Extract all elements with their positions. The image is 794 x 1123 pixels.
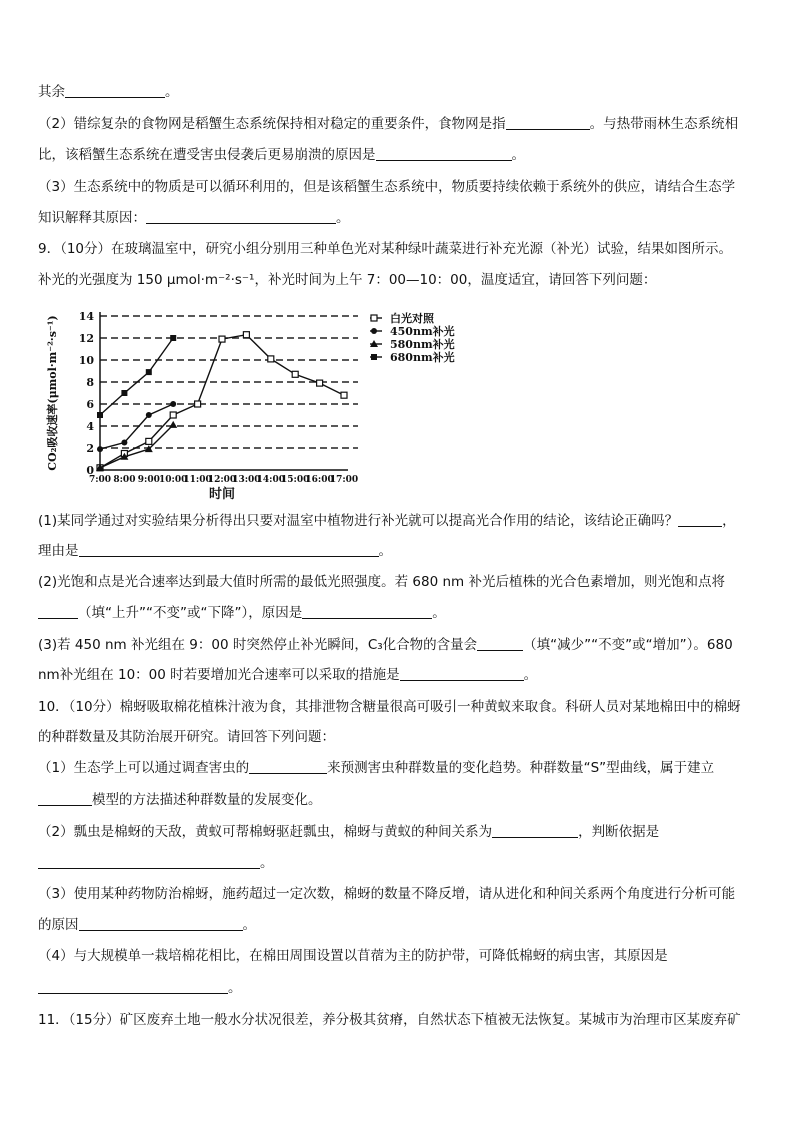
question-10-4	[38, 946, 756, 966]
x-tick-label: 12:00	[207, 475, 237, 485]
text: (1)某同学通过对实验结果分析得出只要对温室中植物进行补光就可以提高光合作用的结论，该结论正确吗？	[38, 513, 679, 529]
question-9-2b	[38, 603, 756, 623]
y-tick-label: 0	[86, 464, 94, 477]
text: nm补光组在 10：00 时若要增加光合速率可以采取的措施是	[38, 667, 400, 683]
text: （3）生态系统中的物质是可以循环利用的，但是该稻蟹生态系统中，物质要持续依赖于系统外的供应，请结合生态学	[38, 179, 736, 195]
data-point-open-square	[341, 392, 347, 398]
data-point-open-square	[195, 401, 201, 407]
question-10-2	[38, 822, 756, 842]
question-9-2	[38, 572, 756, 592]
co2-uptake-line-chart	[38, 300, 498, 500]
text: 。	[165, 84, 179, 100]
legend-label: 680nm补光	[390, 351, 455, 364]
text-line-q8-3	[38, 177, 756, 197]
answer-blank[interactable]	[249, 759, 327, 774]
data-point-filled-square	[170, 335, 176, 341]
x-tick-label: 15:00	[281, 475, 310, 485]
data-point-open-square	[292, 371, 298, 377]
text: 知识解释其原因：	[38, 210, 146, 226]
text: （2）错综复杂的食物网是稻蟹生态系统保持相对稳定的重要条件，食物网是指	[38, 116, 506, 132]
question-9-3	[38, 635, 756, 655]
answer-blank[interactable]	[38, 791, 92, 806]
data-point-circle	[121, 440, 127, 446]
text: 10．（10分）棉蚜吸取棉花植株汁液为食，其排泄物含糖量很高可吸引一种黄蚁来取食。科研人员对某地棉田中的棉蚜	[38, 699, 741, 715]
data-point-open-square	[219, 336, 225, 342]
answer-blank[interactable]	[79, 542, 379, 557]
question-10-stem	[38, 697, 756, 717]
data-point-open-square	[243, 332, 249, 338]
text-line-q8-2	[38, 114, 756, 134]
legend-entry	[370, 337, 455, 351]
text: ，	[722, 513, 736, 529]
y-tick-label: 12	[78, 332, 94, 345]
data-point-open-square	[268, 356, 274, 362]
text: (3)若 450 nm 补光组在 9：00 时突然停止补光瞬间，C₃化合物的含量会	[38, 637, 478, 653]
answer-blank[interactable]	[38, 604, 78, 619]
text: 补光的光强度为 150 μmol·m⁻²·s⁻¹，补光时间为上午 7：00—10：00，温度适宜，请回答下列问题：	[38, 272, 657, 288]
text: 。	[523, 667, 538, 683]
text: 。	[260, 855, 274, 871]
text: （1）生态学上可以通过调查害虫的	[38, 760, 250, 776]
text: 。	[228, 980, 242, 996]
text: （填“减少”“不变”或“增加”）。680	[523, 637, 733, 653]
question-9-stem-2	[38, 270, 756, 290]
y-tick-label: 8	[86, 376, 94, 389]
text: 9．（10分）在玻璃温室中，研究小组分别用三种单色光对某种绿叶蔬菜进行补充光源（补光）试验，结果如图所示。	[38, 241, 733, 257]
y-tick-label: 14	[78, 310, 94, 323]
answer-blank[interactable]	[477, 636, 523, 651]
legend-label: 白光对照	[390, 312, 434, 325]
answer-blank[interactable]	[38, 854, 260, 869]
data-point-circle	[170, 401, 176, 407]
text: 。	[242, 917, 256, 933]
text: 。	[432, 605, 446, 621]
text: 的种群数量及其防治展开研究。请回答下列问题：	[38, 729, 335, 745]
data-point-triangle	[169, 421, 177, 428]
y-tick-label: 2	[86, 442, 94, 455]
question-11-stem	[38, 1010, 756, 1030]
data-point-filled-square	[146, 369, 152, 375]
legend-label: 580nm补光	[390, 338, 455, 351]
question-10-1	[38, 758, 756, 778]
legend-entry	[370, 311, 435, 325]
x-tick-label: 8:00	[113, 475, 136, 485]
x-tick-label: 17:00	[329, 475, 359, 485]
x-tick-label: 7:00	[88, 475, 112, 485]
y-axis-title: CO₂吸收速率(μmol·m⁻²·s⁻¹)	[46, 315, 59, 471]
question-10-stem-2	[38, 727, 756, 747]
y-tick-label: 6	[86, 398, 94, 411]
answer-blank[interactable]	[678, 512, 722, 527]
text: 来预测害虫种群数量的变化趋势。种群数量“S”型曲线，属于建立	[327, 760, 715, 776]
x-tick-label: 10:00	[159, 475, 188, 485]
answer-blank[interactable]	[400, 666, 524, 681]
question-10-3	[38, 884, 756, 904]
x-axis-title: 时间	[208, 487, 236, 500]
data-point-open-square	[170, 412, 176, 418]
text: 比，该稻蟹生态系统在遭受害虫侵袭后更易崩溃的原因是	[38, 147, 376, 163]
legend-label: 450nm补光	[390, 325, 455, 338]
legend-entry	[370, 324, 455, 338]
text: （填“上升”“不变”或“下降”），原因是	[78, 605, 303, 621]
text: （2）瓢虫是棉蚜的天敌，黄蚁可帮棉蚜驱赶瓢虫，棉蚜与黄蚁的种间关系为	[38, 824, 493, 840]
x-tick-label: 9:00	[137, 475, 160, 485]
question-9-3b	[38, 665, 756, 685]
data-point-circle	[371, 328, 377, 334]
data-point-circle	[97, 446, 103, 452]
data-point-open-square	[371, 315, 377, 321]
text: （4）与大规模单一栽培棉花相比，在棉田周围设置以苜蓿为主的防护带，可降低棉蚜的病虫害，其原因是	[38, 948, 668, 964]
data-point-filled-square	[97, 412, 103, 418]
text: 的原因	[38, 917, 79, 933]
question-10-2b	[38, 853, 756, 873]
x-tick-label: 13:00	[232, 475, 261, 485]
data-point-filled-square	[371, 354, 377, 360]
text: 理由是	[38, 543, 79, 559]
data-point-filled-square	[121, 390, 127, 396]
text: ，判断依据是	[578, 824, 660, 840]
question-10-4b	[38, 978, 756, 998]
text-line-q8-2b	[38, 145, 756, 165]
text: 。	[378, 543, 392, 559]
question-10-3b	[38, 915, 756, 935]
y-tick-label: 4	[86, 420, 94, 433]
answer-blank[interactable]	[65, 83, 165, 98]
answer-blank[interactable]	[492, 823, 578, 838]
data-point-circle	[146, 412, 152, 418]
x-tick-label: 14:00	[256, 475, 285, 485]
answer-blank[interactable]	[38, 979, 228, 994]
text: 模型的方法描述种群数量的发展变化。	[92, 792, 322, 808]
x-tick-label: 16:00	[305, 475, 334, 485]
text: 。	[336, 210, 350, 226]
question-9-stem	[38, 239, 756, 259]
series-filled-square	[97, 335, 176, 418]
x-tick-label: 11:00	[183, 475, 212, 485]
text: （3）使用某种药物防治棉蚜，施药超过一定次数，棉蚜的数量不降反增，请从进化和种间关系两个角度进行分析可能	[38, 886, 736, 902]
data-point-open-square	[317, 380, 323, 386]
question-10-1b	[38, 790, 756, 810]
text-line-q8-3b	[38, 208, 756, 228]
answer-blank[interactable]	[506, 115, 590, 130]
answer-blank[interactable]	[146, 209, 336, 224]
series-open-square	[97, 332, 347, 471]
answer-blank[interactable]	[302, 604, 432, 619]
text: 。	[511, 147, 525, 163]
answer-blank[interactable]	[376, 146, 512, 161]
data-point-open-square	[146, 438, 152, 444]
legend-entry	[370, 350, 455, 364]
text: 其余	[38, 84, 65, 100]
y-tick-label: 10	[78, 354, 94, 367]
text: (2)光饱和点是光合速率达到最大值时所需的最低光照强度。若 680 nm 补光后植株的光合色素增加，则光饱和点将	[38, 574, 725, 590]
question-9-1b	[38, 541, 756, 561]
text: 11．（15分）矿区废弃土地一般水分状况很差，养分极其贫瘠，自然状态下植被无法恢复。某城市为治理市区某废弃矿	[38, 1012, 741, 1028]
answer-blank[interactable]	[79, 916, 243, 931]
text: 。与热带雨林生态系统相	[589, 116, 739, 132]
question-9-1	[38, 511, 756, 531]
text-line-remaining	[38, 82, 756, 102]
